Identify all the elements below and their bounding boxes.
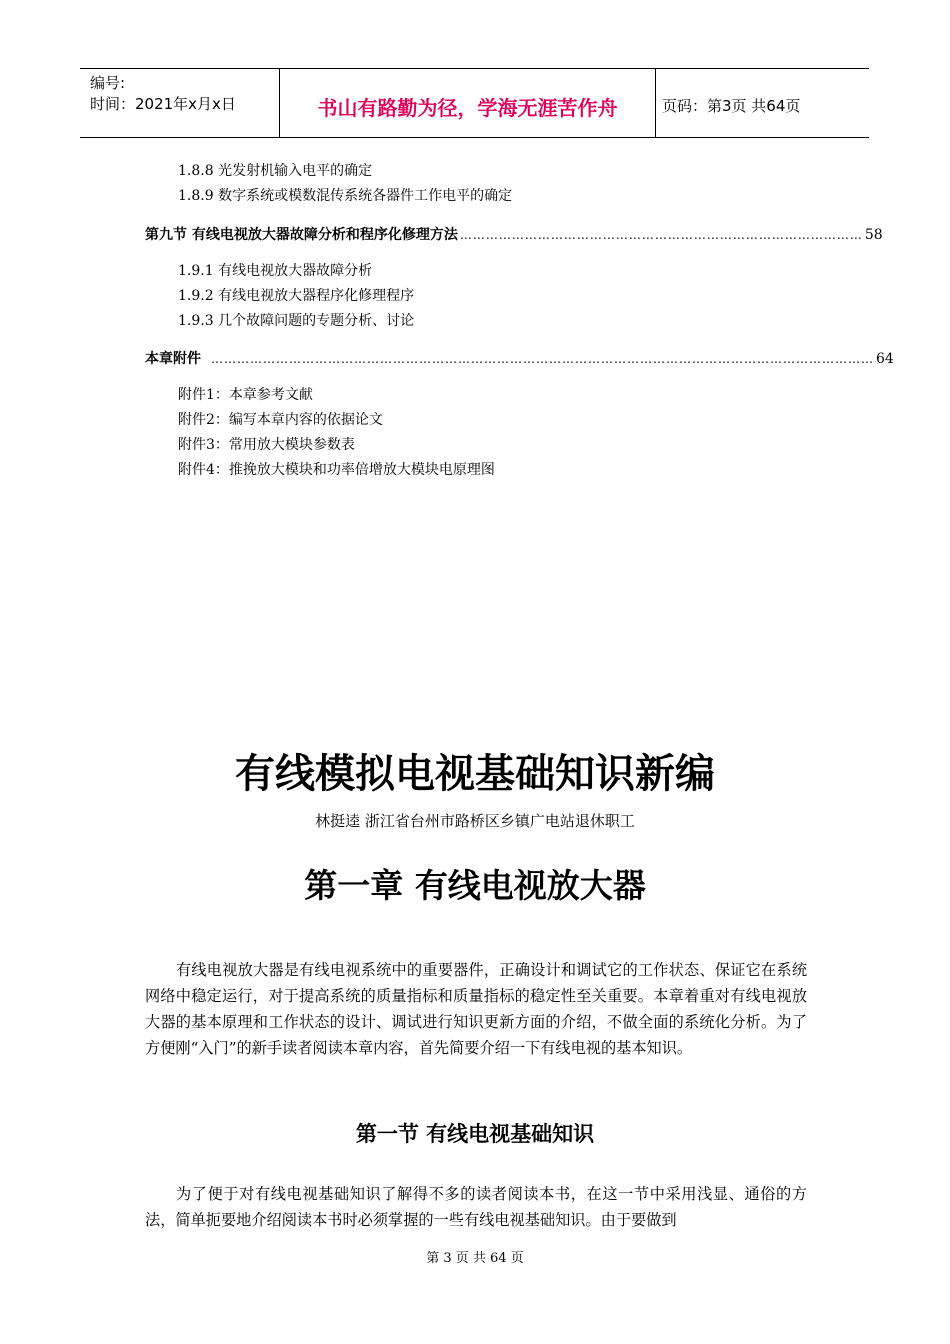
toc-item: 1.8.9 数字系统或模数混传系统各器件工作电平的确定 — [178, 188, 513, 204]
toc-item: 附件2：编写本章内容的依据论文 — [178, 412, 383, 428]
section-paragraph: 为了便于对有线电视基础知识了解得不多的读者阅读本书，在这一节中采用浅显、通俗的方法，简单扼要地介绍阅读本书时必须掌握的一些有线电视基础知识。由于要做到 — [145, 1185, 807, 1229]
section-title: 第一节 有线电视基础知识 — [355, 1122, 595, 1146]
toc-item: 1.9.2 有线电视放大器程序化修理程序 — [178, 288, 415, 304]
page-footer: 第 3 页 共 64 页 — [426, 1251, 524, 1266]
toc-item: 1.9.1 有线电视放大器故障分析 — [178, 263, 373, 279]
toc-page-number: 58 — [864, 227, 883, 243]
toc-appendix-title: 本章附件 — [145, 351, 201, 367]
toc-section-title: 第九节 有线电视放大器故障分析和程序化修理方法 — [145, 227, 458, 243]
toc-leader-dots: ………………………………………………………………………………… — [459, 228, 863, 242]
book-title: 有线模拟电视基础知识新编 — [235, 751, 715, 797]
page-header — [80, 68, 869, 138]
header-page-info: 页码：第3页 共64页 — [662, 96, 801, 115]
header-motto: 书山有路勤为径，学海无涯苦作舟 — [280, 69, 656, 137]
intro-paragraph: 有线电视放大器是有线电视系统中的重要器件，正确设计和调试它的工作状态、保证它在系统网络中稳定运行，对于提高系统的质量指标和质量指标的稳定性至关重要。本章着重对有线电视放大器的基本原理和工作状态的设计、调试进行知识更新方面的介绍，不做全面的系统化分析。为了方便刚“入门”的新手读者阅读本章内容，首先简要介绍一下有线电视的基本知识。 — [145, 961, 807, 1057]
toc-item: 附件4：推挽放大模块和功率倍增放大模块电原理图 — [178, 462, 495, 478]
header-number-label: 编号: — [90, 74, 126, 92]
toc-section-9 — [145, 224, 883, 244]
toc-item: 1.8.8 光发射机输入电平的确定 — [178, 163, 373, 179]
author-line: 林挺逵 浙江省台州市路桥区乡镇广电站退休职工 — [315, 812, 635, 830]
toc-item: 1.9.3 几个故障问题的专题分析、讨论 — [178, 313, 415, 329]
toc-appendix — [145, 348, 894, 368]
chapter-title: 第一章 有线电视放大器 — [304, 866, 646, 905]
toc-page-number: 64 — [876, 351, 894, 367]
toc-item: 附件1：本章参考文献 — [178, 387, 313, 403]
header-time-label: 时间：2021年x月x日 — [90, 95, 236, 113]
toc-leader-dots: ……………………………………………………………………………………………………………………………………… — [211, 352, 874, 366]
header-meta — [80, 69, 280, 137]
toc-item: 附件3：常用放大模块参数表 — [178, 437, 355, 453]
